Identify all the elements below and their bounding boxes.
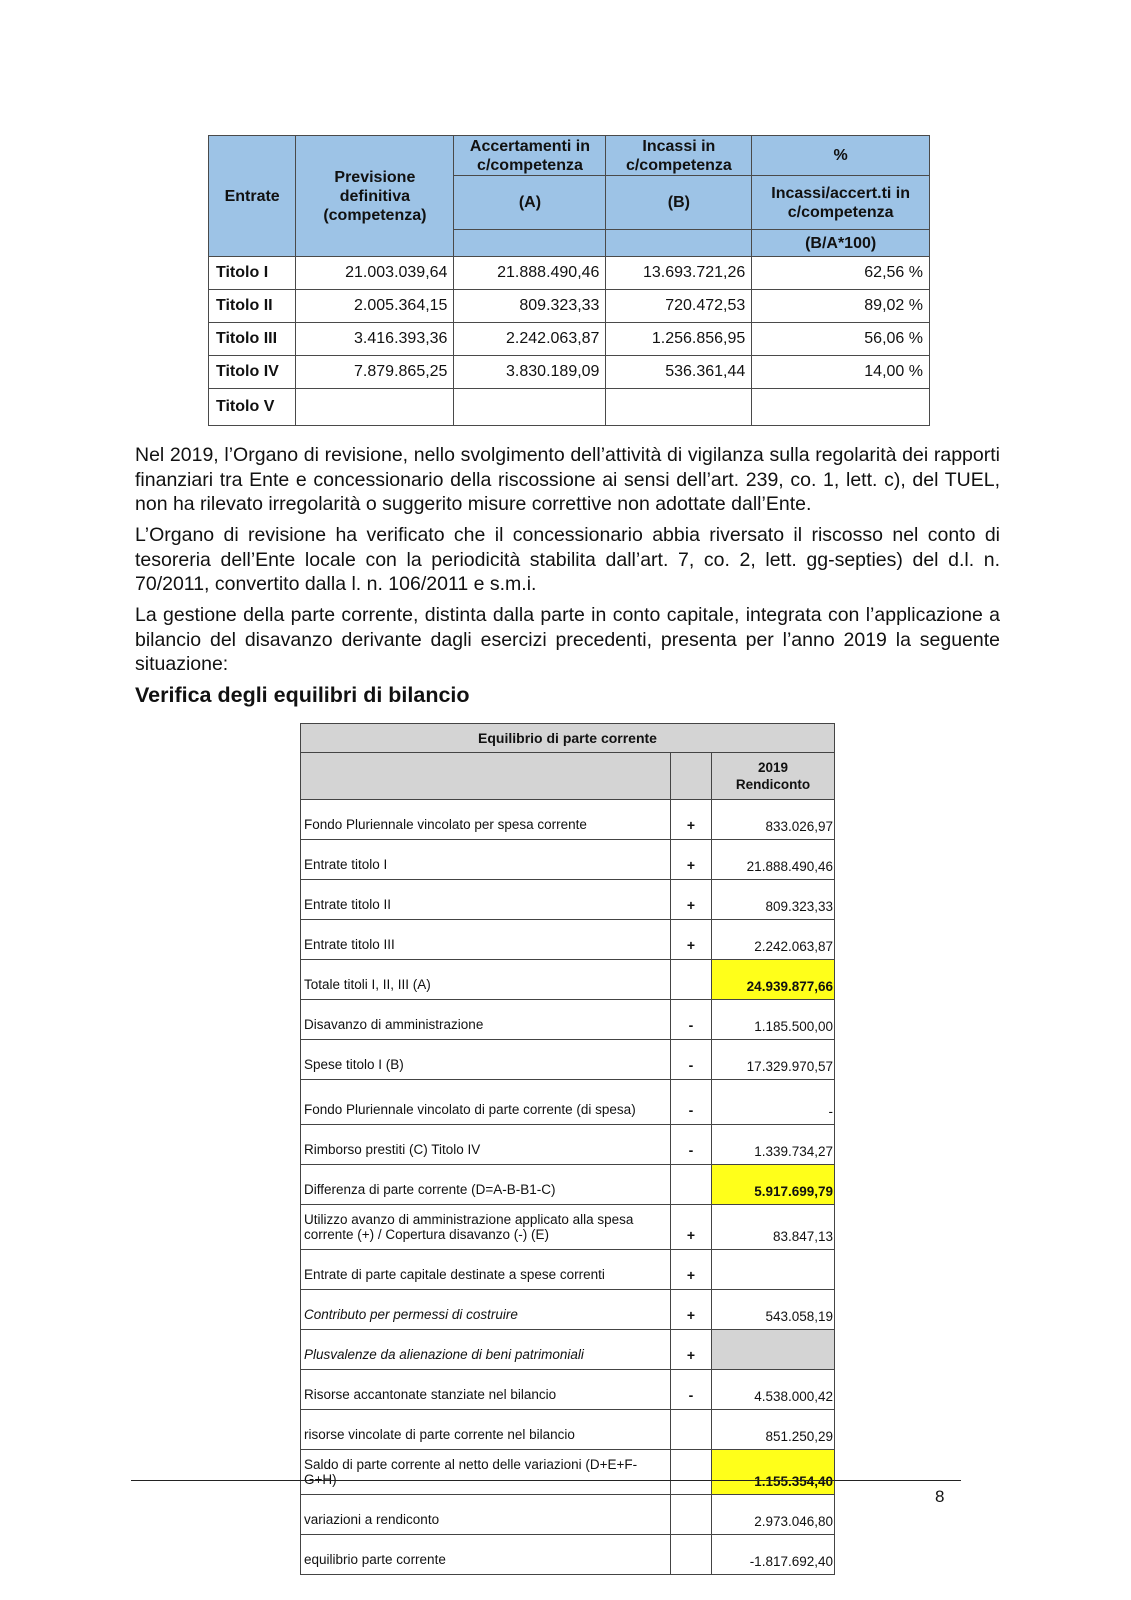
row-label: Risorse accantonate stanziate nel bilancio xyxy=(301,1370,671,1410)
table-row xyxy=(301,880,835,920)
row-value: 17.329.970,57 xyxy=(712,1040,835,1080)
entrate-table xyxy=(208,135,930,426)
cell-percent: 56,06 % xyxy=(752,323,930,356)
row-sign xyxy=(671,1495,712,1535)
header-rendiconto: Rendiconto xyxy=(735,777,811,792)
cell-previsione: 21.003.039,64 xyxy=(296,257,454,290)
table-row xyxy=(301,1080,835,1125)
header-percent-desc: Incassi/accert.ti in c/competenza xyxy=(752,176,930,230)
row-value: 1.185.500,00 xyxy=(712,1000,835,1040)
row-label: Titolo II xyxy=(209,290,296,323)
cell-percent: 89,02 % xyxy=(752,290,930,323)
header-year-column xyxy=(712,753,835,800)
cell-incassi: 13.693.721,26 xyxy=(606,257,752,290)
row-sign: + xyxy=(671,920,712,960)
row-value: 851.250,29 xyxy=(712,1410,835,1450)
cell-accertamenti: 3.830.189,09 xyxy=(454,356,606,389)
row-label: Titolo III xyxy=(209,323,296,356)
row-sign: - xyxy=(671,1000,712,1040)
row-sign: + xyxy=(671,1250,712,1290)
table-row xyxy=(301,1125,835,1165)
row-sign: - xyxy=(671,1125,712,1165)
cell-incassi: 1.256.856,95 xyxy=(606,323,752,356)
row-value: 21.888.490,46 xyxy=(712,840,835,880)
row-value xyxy=(712,1250,835,1290)
row-sign: - xyxy=(671,1080,712,1125)
row-sign xyxy=(671,960,712,1000)
row-sign xyxy=(671,1535,712,1575)
cell-previsione: 7.879.865,25 xyxy=(296,356,454,389)
table-row xyxy=(209,257,930,290)
row-label: Entrate titolo II xyxy=(301,880,671,920)
table-row xyxy=(301,800,835,840)
cell-incassi: 720.472,53 xyxy=(606,290,752,323)
table-row xyxy=(301,960,835,1000)
header-percent-formula: (B/A*100) xyxy=(752,230,930,257)
paragraph: Nel 2019, l’Organo di revisione, nello svolgimento dell’attività di vigilanza sulla regolarità dei rapporti finanziari tra Ente e concessionario della riscossione ai sensi dell’art. 239, co. 1, lett. c), del TUEL, non ha rilevato irregolarità o suggerito misure correttive non adottate dall’Ente. xyxy=(135,444,1000,515)
row-sign: + xyxy=(671,880,712,920)
table-row xyxy=(301,1450,835,1495)
row-value: - xyxy=(712,1080,835,1125)
row-label: Utilizzo avanzo di amministrazione applicato alla spesa corrente (+) / Copertura disavanzo (-) (E) xyxy=(301,1205,671,1250)
row-value: 83.847,13 xyxy=(712,1205,835,1250)
table-row xyxy=(301,1330,835,1370)
table-row xyxy=(209,389,930,426)
table-row xyxy=(301,1535,835,1575)
table-row xyxy=(301,1165,835,1205)
cell-accertamenti: 809.323,33 xyxy=(454,290,606,323)
cell-accertamenti: 21.888.490,46 xyxy=(454,257,606,290)
table-row xyxy=(209,356,930,389)
row-value-shaded xyxy=(712,1330,835,1370)
header-empty-a xyxy=(454,230,606,257)
row-label: Entrate di parte capitale destinate a spese correnti xyxy=(301,1250,671,1290)
row-sign xyxy=(671,1410,712,1450)
row-label: Fondo Pluriennale vincolato per spesa corrente xyxy=(301,800,671,840)
equilibrio-table xyxy=(300,723,835,1575)
table-row xyxy=(301,1290,835,1330)
row-label: Titolo V xyxy=(209,389,296,426)
row-label: risorse vincolate di parte corrente nel bilancio xyxy=(301,1410,671,1450)
row-sign: + xyxy=(671,840,712,880)
table-row xyxy=(301,1000,835,1040)
section-heading: Verifica degli equilibri di bilancio xyxy=(135,683,470,707)
row-value: -1.817.692,40 xyxy=(712,1535,835,1575)
header-accertamenti-code: (A) xyxy=(454,176,606,230)
row-sign xyxy=(671,1165,712,1205)
cell-accertamenti: 2.242.063,87 xyxy=(454,323,606,356)
row-value: 2.973.046,80 xyxy=(712,1495,835,1535)
row-value: 2.242.063,87 xyxy=(712,920,835,960)
row-sign: + xyxy=(671,1330,712,1370)
footer-rule xyxy=(131,1480,961,1481)
header-entrate: Entrate xyxy=(209,136,296,257)
row-value: 1.339.734,27 xyxy=(712,1125,835,1165)
header-percent: % xyxy=(752,136,930,176)
row-sign xyxy=(671,1450,712,1495)
table-row xyxy=(301,1410,835,1450)
header-accertamenti: Accertamenti in c/competenza xyxy=(454,136,606,176)
table-row xyxy=(301,1250,835,1290)
row-label: Entrate titolo I xyxy=(301,840,671,880)
header-empty-label xyxy=(301,753,671,800)
row-label: Differenza di parte corrente (D=A-B-B1-C) xyxy=(301,1165,671,1205)
header-previsione: Previsione definitiva (competenza) xyxy=(296,136,454,257)
cell-percent: 14,00 % xyxy=(752,356,930,389)
header-incassi: Incassi in c/competenza xyxy=(606,136,752,176)
row-sign: + xyxy=(671,1205,712,1250)
row-value-highlight: 24.939.877,66 xyxy=(712,960,835,1000)
row-label: Plusvalenze da alienazione di beni patrimoniali xyxy=(301,1330,671,1370)
row-value: 543.058,19 xyxy=(712,1290,835,1330)
paragraph: L’Organo di revisione ha verificato che il concessionario abbia riversato il riscosso nel conto di tesoreria dell’Ente locale con la periodicità stabilita dall’art. 7, co. 2, lett. gg-septies) del d.l. n. 70/2011, convertito dalla l. n. 106/2011 e s.m.i. xyxy=(135,524,1000,595)
page-number: 8 xyxy=(935,1487,945,1506)
cell-accertamenti xyxy=(454,389,606,426)
table-row xyxy=(301,920,835,960)
table-row xyxy=(301,1370,835,1410)
header-empty-b xyxy=(606,230,752,257)
table-row xyxy=(209,323,930,356)
cell-incassi xyxy=(606,389,752,426)
table-row xyxy=(301,1205,835,1250)
cell-previsione xyxy=(296,389,454,426)
row-sign: + xyxy=(671,1290,712,1330)
cell-percent: 62,56 % xyxy=(752,257,930,290)
table-title: Equilibrio di parte corrente xyxy=(301,724,835,753)
row-label: equilibrio parte corrente xyxy=(301,1535,671,1575)
row-label: Totale titoli I, II, III (A) xyxy=(301,960,671,1000)
row-value-highlight: 5.917.699,79 xyxy=(712,1165,835,1205)
table-row xyxy=(209,290,930,323)
row-sign: - xyxy=(671,1040,712,1080)
row-label: Disavanzo di amministrazione xyxy=(301,1000,671,1040)
row-label: Titolo IV xyxy=(209,356,296,389)
table-row xyxy=(301,1040,835,1080)
row-label: Rimborso prestiti (C) Titolo IV xyxy=(301,1125,671,1165)
row-label: Spese titolo I (B) xyxy=(301,1040,671,1080)
cell-previsione: 2.005.364,15 xyxy=(296,290,454,323)
table-row xyxy=(301,1495,835,1535)
row-sign: + xyxy=(671,800,712,840)
row-value-highlight: 1.155.354,40 xyxy=(712,1450,835,1495)
cell-percent xyxy=(752,389,930,426)
row-value: 833.026,97 xyxy=(712,800,835,840)
cell-previsione: 3.416.393,36 xyxy=(296,323,454,356)
cell-incassi: 536.361,44 xyxy=(606,356,752,389)
row-value: 4.538.000,42 xyxy=(712,1370,835,1410)
header-year: 2019 xyxy=(757,760,789,775)
row-label: Contributo per permessi di costruire xyxy=(301,1290,671,1330)
row-label: Saldo di parte corrente al netto delle variazioni (D+E+F-G+H) xyxy=(301,1450,671,1495)
row-sign: - xyxy=(671,1370,712,1410)
header-incassi-code: (B) xyxy=(606,176,752,230)
table-row xyxy=(301,840,835,880)
row-label: variazioni a rendiconto xyxy=(301,1495,671,1535)
header-empty-sign xyxy=(671,753,712,800)
row-label: Titolo I xyxy=(209,257,296,290)
row-label: Fondo Pluriennale vincolato di parte corrente (di spesa) xyxy=(301,1080,671,1125)
paragraph: La gestione della parte corrente, distinta dalla parte in conto capitale, integrata con l’applicazione a bilancio del disavanzo derivante dagli esercizi precedenti, presenta per l’anno 2019 la seguente situazione: xyxy=(135,604,1000,675)
row-label: Entrate titolo III xyxy=(301,920,671,960)
row-value: 809.323,33 xyxy=(712,880,835,920)
